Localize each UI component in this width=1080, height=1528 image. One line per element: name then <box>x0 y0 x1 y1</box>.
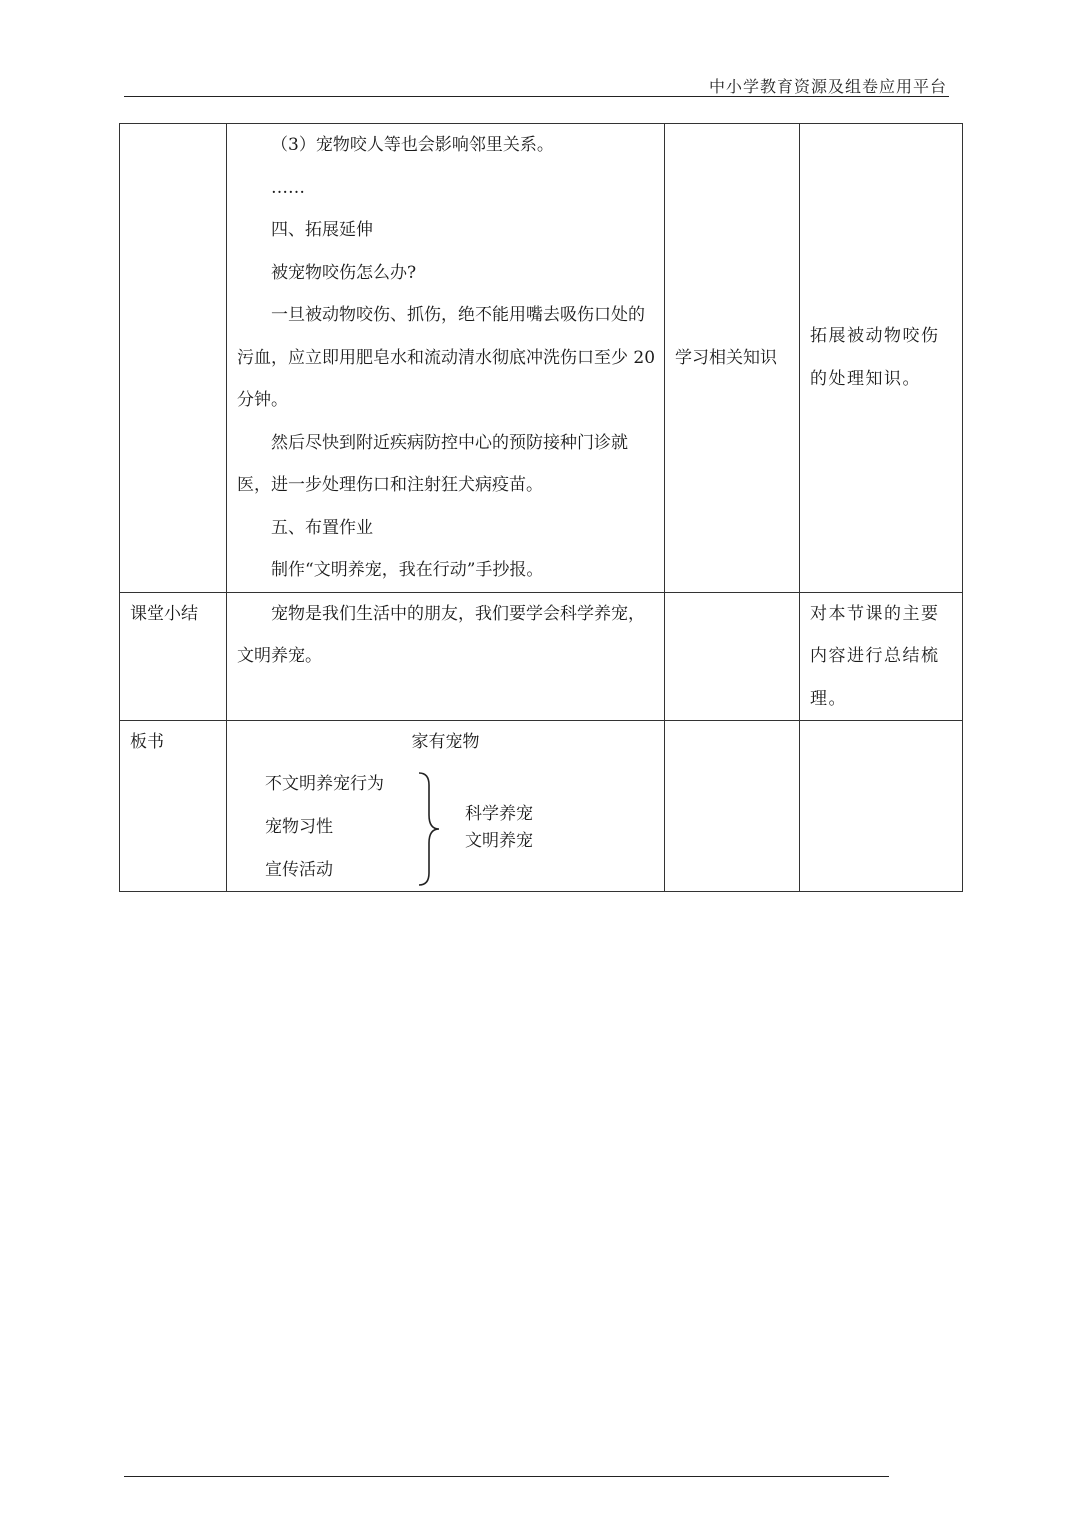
student-activity-cell <box>665 124 800 593</box>
summary-label: 课堂小结 <box>130 603 198 624</box>
header-platform-name: 中小学教育资源及组卷应用平台 <box>708 77 947 96</box>
activity-question: 被宠物咬伤怎么办? <box>271 262 417 283</box>
design-intent-text: 拓展被动物咬伤的处理知识。 <box>810 326 940 389</box>
footer-rule <box>124 1476 889 1477</box>
summary-label-cell <box>120 592 227 721</box>
activity-label-cell <box>120 124 227 593</box>
board-title: 家有宠物 <box>411 732 480 752</box>
board-right-item: 科学养宠 <box>465 804 533 824</box>
board-empty-cell <box>665 721 800 892</box>
lesson-plan-table <box>119 123 963 892</box>
summary-content-cell <box>227 592 665 721</box>
student-activity-text: 学习相关知识 <box>675 347 777 368</box>
activity-content-cell <box>227 124 665 593</box>
activity-line: （3）宠物咬人等也会影响邻里关系。 <box>271 135 554 155</box>
activity-paragraph: 一旦被动物咬伤、抓伤，绝不能用嘴去吸伤口处的污血，应立即用肥皂水和流动清水彻底冲洗伤口至少 20 分钟。 <box>237 305 656 410</box>
board-left-item: 宣传活动 <box>265 860 333 880</box>
header-rule <box>124 96 949 97</box>
homework-text: 制作“文明养宠，我在行动”手抄报。 <box>271 560 544 580</box>
board-left-item: 不文明养宠行为 <box>265 774 384 794</box>
summary-text: 宠物是我们生活中的朋友，我们要学会科学养宠，文明养宠。 <box>237 603 645 666</box>
activity-ellipsis: …… <box>271 177 305 198</box>
board-label: 板书 <box>130 732 164 752</box>
summary-intent-text: 对本节课的主要内容进行总结梳理。 <box>810 603 940 709</box>
board-content-cell <box>227 721 665 892</box>
section-heading-homework: 五、布置作业 <box>271 517 373 538</box>
table-row <box>120 124 963 593</box>
summary-intent-cell <box>800 592 963 721</box>
table-row <box>120 592 963 721</box>
section-heading-extension: 四、拓展延伸 <box>271 220 373 240</box>
board-empty-cell <box>800 721 963 892</box>
board-left-item: 宠物习性 <box>265 817 333 837</box>
blackboard-layout <box>227 721 664 891</box>
right-brace-icon <box>415 771 445 887</box>
summary-student-cell <box>665 592 800 721</box>
design-intent-cell <box>800 124 963 593</box>
board-label-cell <box>120 721 227 892</box>
board-right-item: 文明养宠 <box>465 831 533 851</box>
table-row <box>120 721 963 892</box>
activity-paragraph: 然后尽快到附近疾病防控中心的预防接种门诊就医，进一步处理伤口和注射狂犬病疫苗。 <box>237 432 628 495</box>
